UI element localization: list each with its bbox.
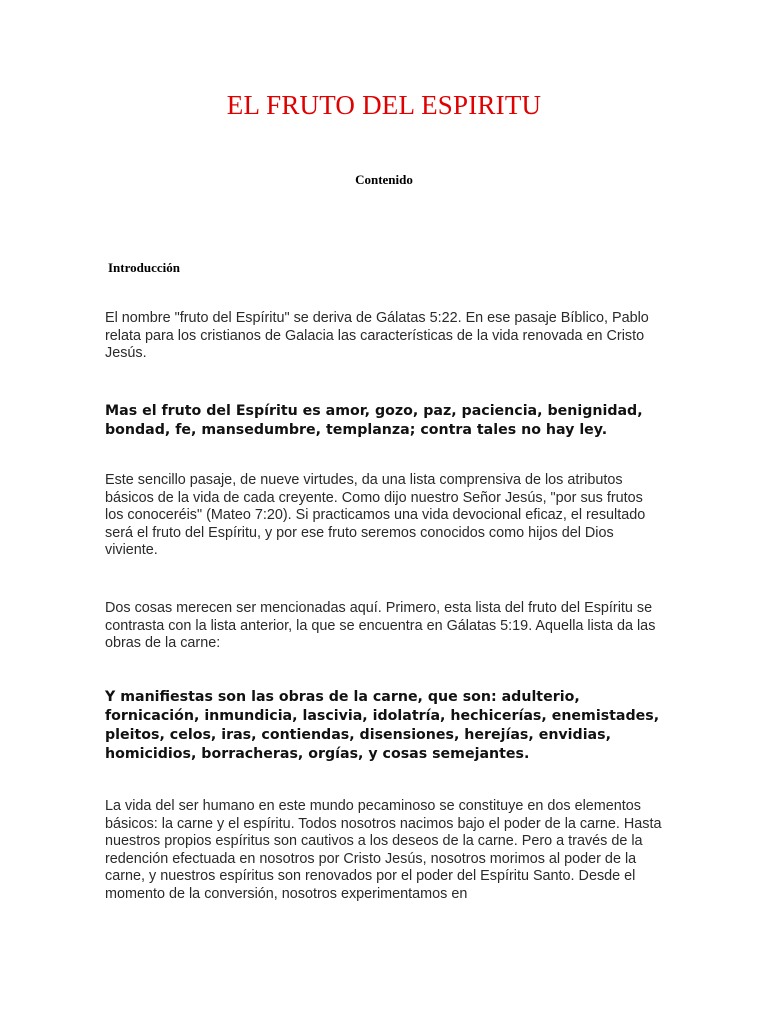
section-heading-introduccion: Introducción — [108, 260, 180, 275]
verse-galatas-5-22: Mas el fruto del Espíritu es amor, gozo, paz, paciencia, benignidad, bondad, fe, mansedumbre, templanza; contra tales no hay ley. — [105, 403, 643, 438]
document-title: EL FRUTO DEL ESPIRITU — [226, 90, 542, 120]
paragraph-flesh-and-spirit: La vida del ser humano en este mundo pecaminoso se constituye en dos elementos básicos: la carne y el espíritu. Todos nosotros nacimos bajo el poder de la carne. Hasta nuestros propios espíritus son cautivos a los deseos de la carne. Pero a través de la redención efectuada en nosotros por Cristo Jesús, nosotros morimos al poder de la carne, y nuestros espíritus son renovados por el poder del Espíritu Santo. Desde el momento de la conversión, nosotros experimentamos en — [105, 798, 662, 902]
paragraph-intro: El nombre "fruto del Espíritu" se deriva de Gálatas 5:22. En ese pasaje Bíblico, Pablo relata para los cristianos de Galacia las características de la vida renovada en Cristo Jesús. — [105, 310, 649, 362]
contents-label: Contenido — [355, 172, 413, 187]
paragraph-nine-virtues: Este sencillo pasaje, de nueve virtudes, da una lista comprensiva de los atributos básicos de la vida de cada creyente. Como dijo nuestro Señor Jesús, "por sus frutos los conoceréis" (Mateo 7:20). Si practicamos una vida devocional eficaz, el resultado será el fruto del Espíritu, y por ese fruto seremos conocidos como hijos del Dios viviente. — [105, 472, 646, 559]
paragraph-two-things: Dos cosas merecen ser mencionadas aquí. Primero, esta lista del fruto del Espíritu se contrasta con la lista anterior, la que se encuentra en Gálatas 5:19. Aquella lista da las obras de la carne: — [105, 600, 656, 652]
verse-galatas-5-19: Y manifiestas son las obras de la carne, que son: adulterio, fornicación, inmundicia, lascivia, idolatría, hechicerías, enemistades, pleitos, celos, iras, contiendas, disensiones, herejías, envidias, homicidios, borracheras, orgías, y cosas semejantes. — [105, 689, 660, 762]
